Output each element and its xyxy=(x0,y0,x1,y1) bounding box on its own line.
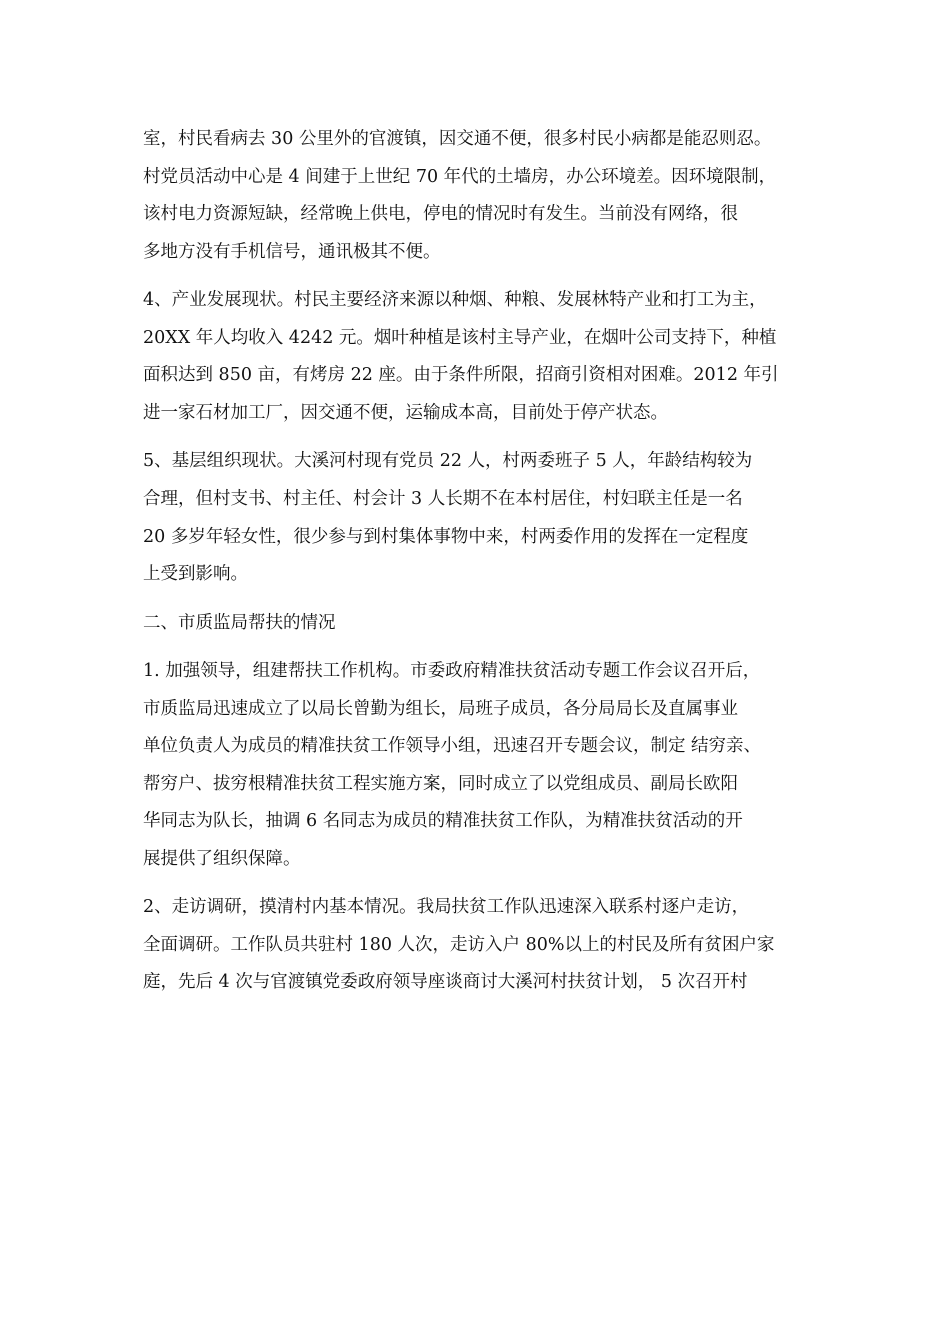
text-line: 多地方没有手机信号，通讯极其不便。 xyxy=(143,241,441,262)
paragraph-leadership xyxy=(143,653,823,879)
text-line: 2、走访调研，摸清村内基本情况。我局扶贫工作队迅速深入联系村逐户走访， xyxy=(143,897,750,918)
text-line: 展提供了组织保障。 xyxy=(143,848,301,869)
section-heading-text: 二、市质监局帮扶的情况 xyxy=(143,612,336,633)
text-line: 上受到影响。 xyxy=(143,564,248,585)
text-line: 进一家石材加工厂，因交通不便，运输成本高，目前处于停产状态。 xyxy=(143,402,668,423)
paragraph-health-infrastructure xyxy=(143,121,823,271)
text-line: 20 多岁年轻女性，很少参与到村集体事物中来，村两委作用的发挥在一定程度 xyxy=(143,526,749,547)
text-line: 该村电力资源短缺，经常晚上供电，停电的情况时有发生。当前没有网络，很 xyxy=(143,204,738,225)
text-line: 庭，先后 4 次与官渡镇党委政府领导座谈商讨大溪河村扶贫计划， 5 次召开村 xyxy=(143,972,748,993)
text-line: 帮穷户、拔穷根精准扶贫工程实施方案，同时成立了以党组成员、副局长欧阳 xyxy=(143,773,738,794)
paragraph-spacer xyxy=(143,594,823,605)
text-line: 1. 加强领导，组建帮扶工作机构。市委政府精准扶贫活动专题工作会议召开后， xyxy=(143,660,761,681)
section-heading xyxy=(143,605,823,643)
text-line: 5、基层组织现状。大溪河村现有党员 22 人，村两委班子 5 人，年龄结构较为 xyxy=(143,451,753,472)
paragraph-spacer xyxy=(143,271,823,282)
text-line: 20XX 年人均收入 4242 元。烟叶种植是该村主导产业，在烟叶公司支持下，种植 xyxy=(143,327,777,348)
paragraph-survey xyxy=(143,889,823,1002)
paragraph-spacer xyxy=(143,642,823,653)
text-line: 单位负责人为成员的精准扶贫工作领导小组，迅速召开专题会议，制定 结穷亲、 xyxy=(143,736,762,757)
paragraph-spacer xyxy=(143,878,823,889)
text-line: 合理，但村支书、村主任、村会计 3 人长期不在本村居住，村妇联主任是一名 xyxy=(143,488,743,509)
text-line: 华同志为队长，抽调 6 名同志为成员的精准扶贫工作队，为精准扶贫活动的开 xyxy=(143,811,743,832)
text-line: 全面调研。工作队员共驻村 180 人次，走访入户 80%以上的村民及所有贫困户家 xyxy=(143,934,775,955)
text-line: 面积达到 850 亩，有烤房 22 座。由于条件所限，招商引资相对困难。2012 年引 xyxy=(143,365,779,386)
text-line: 4、产业发展现状。村民主要经济来源以种烟、种粮、发展林特产业和打工为主， xyxy=(143,290,767,311)
paragraph-industry xyxy=(143,282,823,432)
text-line: 市质监局迅速成立了以局长曾勤为组长，局班子成员，各分局局长及直属事业 xyxy=(143,698,738,719)
paragraph-spacer xyxy=(143,433,823,444)
paragraph-organization xyxy=(143,443,823,593)
document-body xyxy=(143,121,823,1002)
text-line: 村党员活动中心是 4 间建于上世纪 70 年代的土墙房，办公环境差。因环境限制， xyxy=(143,166,777,187)
text-line: 室，村民看病去 30 公里外的官渡镇，因交通不便，很多村民小病都是能忍则忍。 xyxy=(143,129,772,149)
